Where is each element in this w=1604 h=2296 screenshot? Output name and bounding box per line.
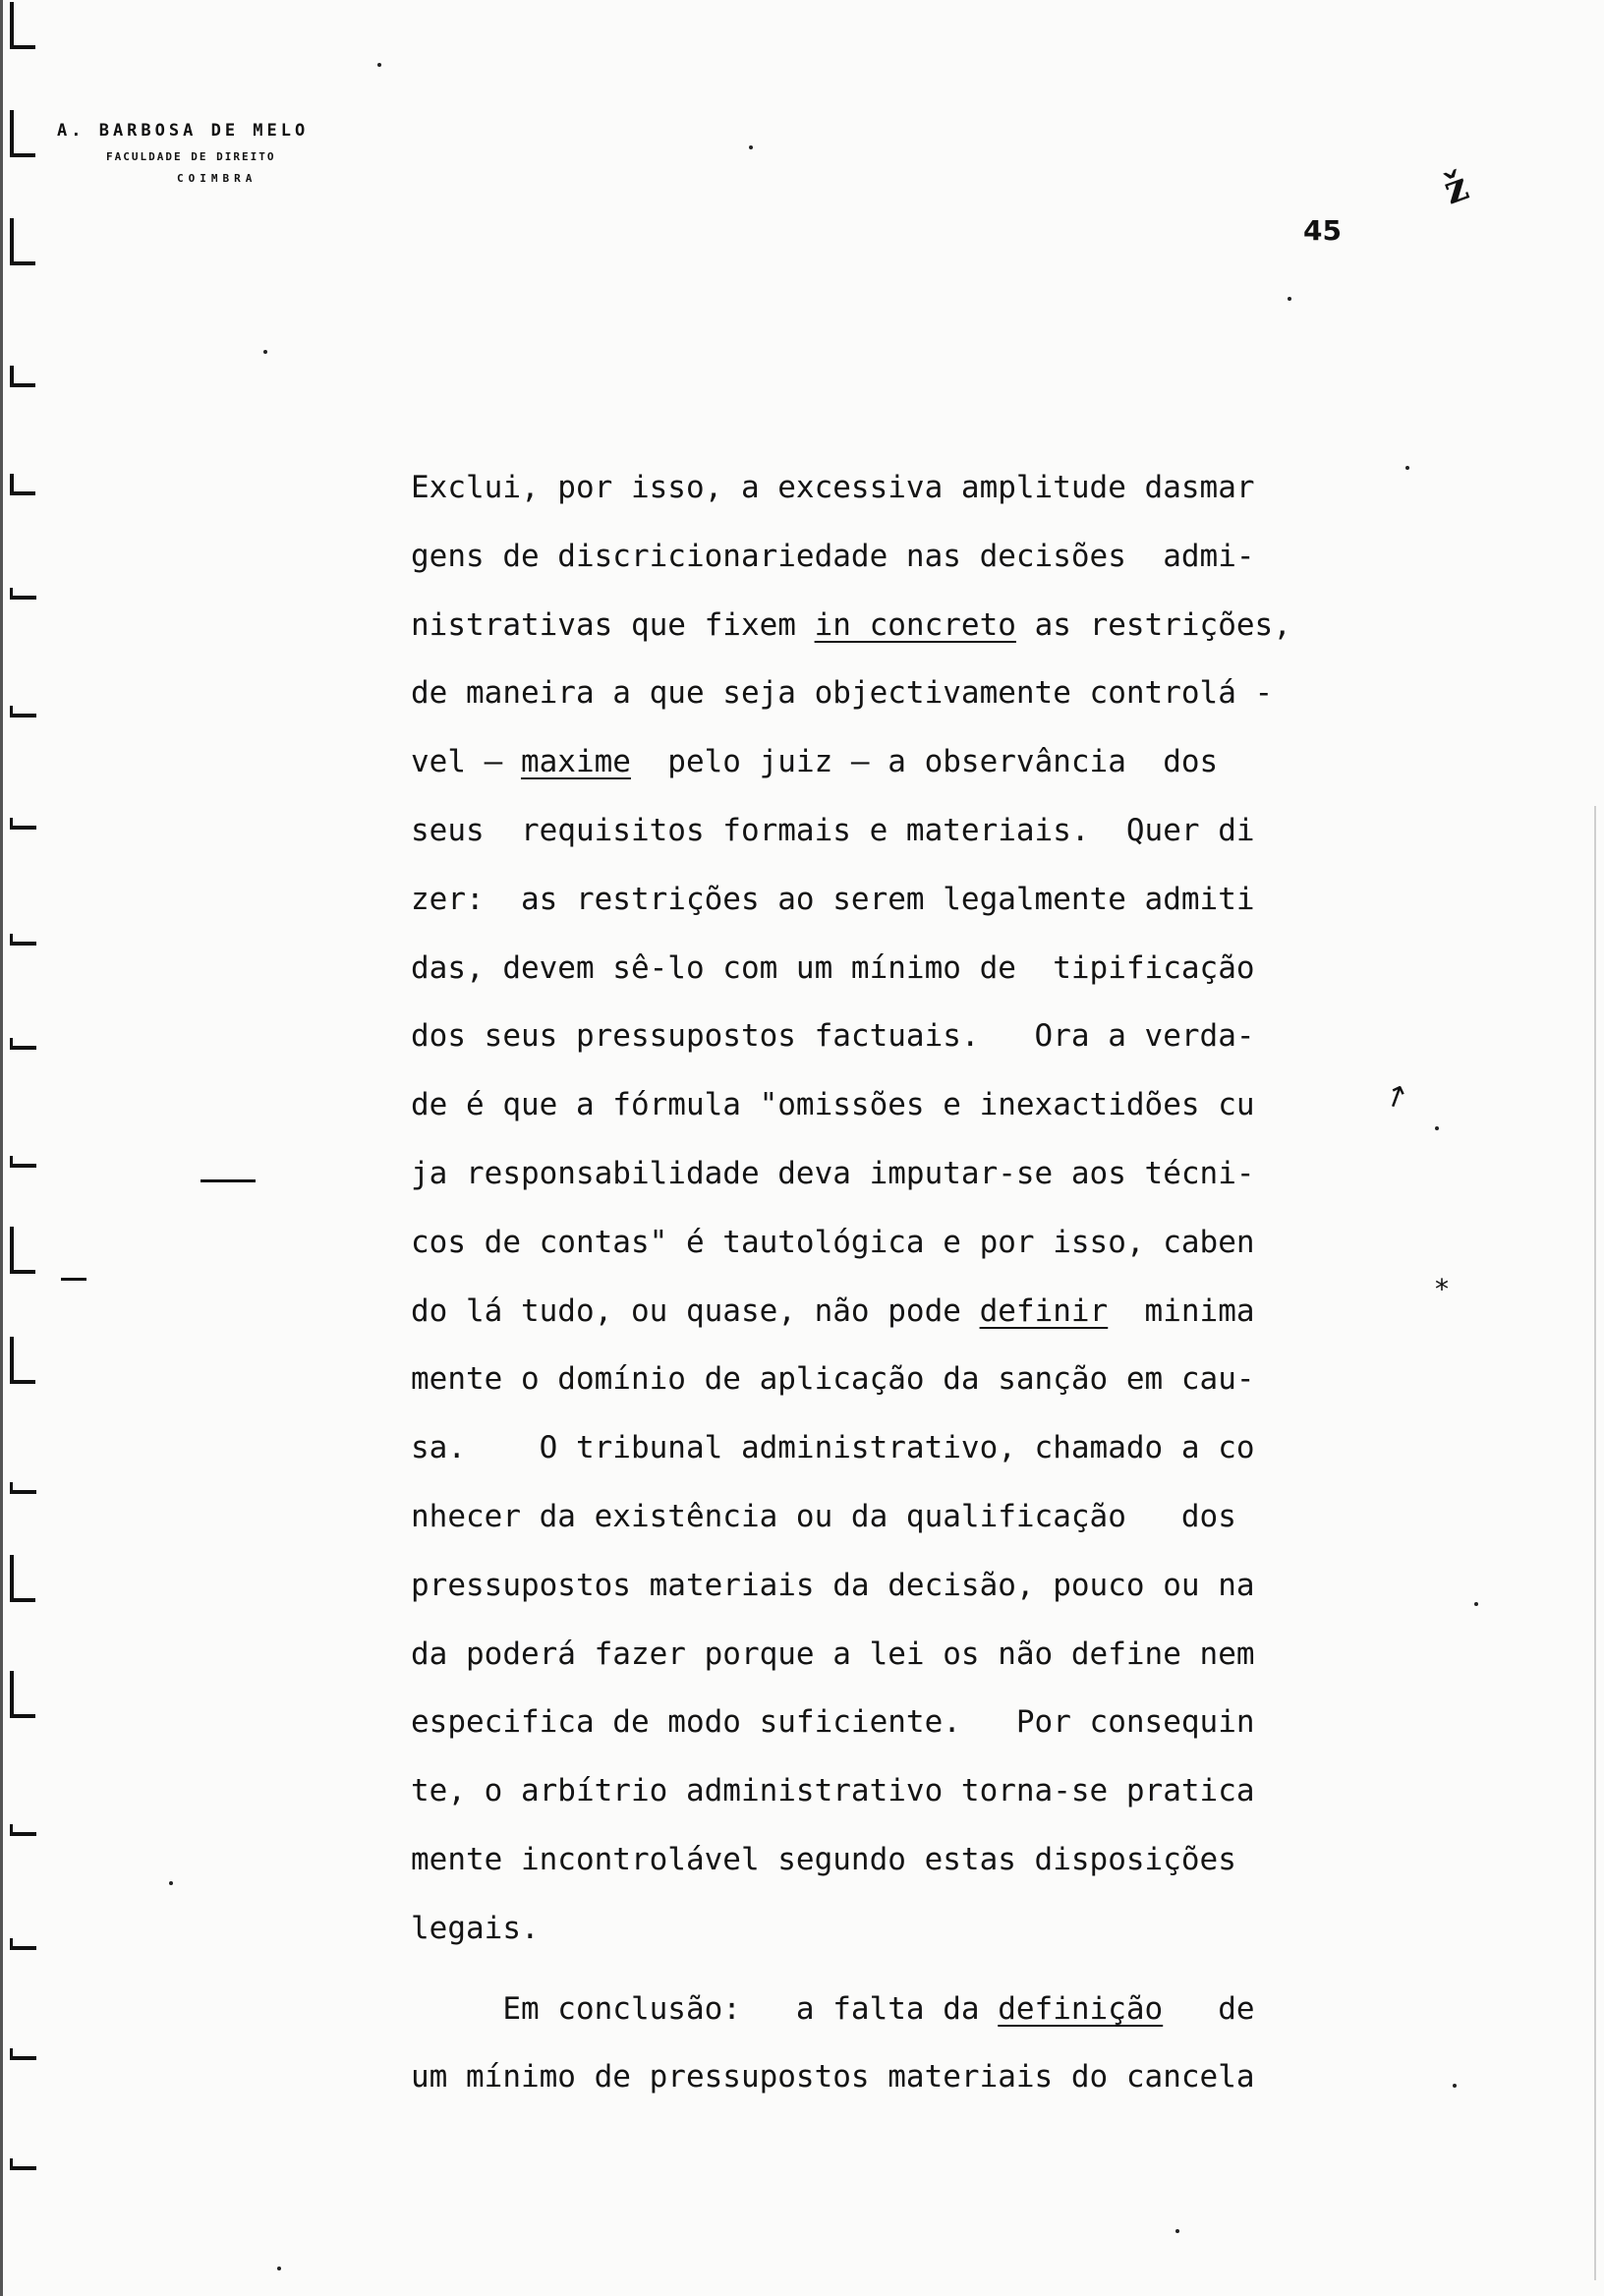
text-segment: nistrativas que fixem — [411, 606, 815, 643]
speck — [1288, 297, 1291, 301]
text-line — [411, 1483, 1394, 1552]
text-segment: as restrições, — [1015, 606, 1291, 643]
binding-bracket — [10, 1555, 35, 1602]
text-segment: gens de discricionariedade nas decisões admi- — [411, 538, 1255, 574]
text-segment: um mínimo de pressupostos materiais do cancela — [411, 2059, 1255, 2095]
text-line — [411, 1278, 1394, 1347]
text-line — [411, 935, 1394, 1004]
underlined-term: in concreto — [814, 606, 1016, 643]
paragraph-break — [411, 1964, 1394, 1976]
text-segment: vel — — [411, 744, 521, 780]
body-text — [411, 454, 1394, 2112]
binding-bracket — [10, 218, 35, 265]
speck — [1405, 466, 1409, 470]
binding-tick — [10, 1824, 36, 1836]
text-segment: mente o domínio de aplicação da sanção em cau- — [411, 1361, 1255, 1398]
speck — [277, 2267, 281, 2270]
text-segment: de é que a fórmula "omissões e inexactidões cu — [411, 1087, 1255, 1123]
speck — [263, 350, 267, 354]
binding-edge — [0, 0, 3, 2296]
binding-tick — [10, 2158, 36, 2170]
text-segment: Em conclusão: a falta da — [411, 1990, 999, 2027]
text-line — [411, 1552, 1394, 1621]
speck — [749, 145, 753, 149]
text-line — [411, 1621, 1394, 1690]
binding-tick — [10, 1038, 36, 1050]
stray-dash — [61, 1278, 86, 1281]
text-segment: te, o arbítrio administrativo torna-se pratica — [411, 1773, 1255, 1809]
binding-bracket — [10, 110, 35, 157]
text-line — [411, 2043, 1394, 2112]
binding-tick — [10, 1938, 36, 1950]
text-segment: das, devem sê-lo com um mínimo de tipificação — [411, 949, 1255, 986]
binding-bracket — [10, 474, 35, 495]
right-edge-shadow — [1594, 806, 1596, 2280]
stray-dash — [200, 1179, 256, 1182]
text-segment: legais. — [411, 1910, 540, 1946]
speck — [1453, 2084, 1457, 2088]
text-segment: da poderá fazer porque a lei os não define nem — [411, 1636, 1255, 1672]
speck — [1474, 1602, 1478, 1606]
text-segment: ja responsabilidade deva imputar-se aos técni- — [411, 1155, 1255, 1191]
binding-tick — [10, 934, 36, 946]
binding-tick — [10, 706, 36, 718]
page-number: 45 — [1303, 214, 1342, 247]
underlined-term: maxime — [520, 744, 631, 780]
text-line — [411, 1757, 1394, 1826]
text-segment: dos seus pressupostos factuais. Ora a verda- — [411, 1018, 1255, 1055]
text-segment: seus requisitos formais e materiais. Quer di — [411, 812, 1255, 848]
text-line — [411, 1140, 1394, 1209]
text-line — [411, 1895, 1394, 1964]
margin-mark-glyph: ž — [1437, 162, 1475, 214]
text-line — [411, 454, 1394, 523]
text-segment: do lá tudo, ou quase, não pode — [411, 1292, 980, 1329]
text-line — [411, 660, 1394, 728]
text-segment: mente incontrolável segundo estas disposições — [411, 1841, 1236, 1877]
text-line — [411, 1976, 1394, 2044]
text-segment: zer: as restrições ao serem legalmente admiti — [411, 881, 1255, 917]
binding-tick — [10, 1156, 36, 1168]
speck — [1435, 1126, 1439, 1130]
text-segment: Exclui, por isso, a excessiva amplitude dasmar — [411, 470, 1255, 505]
binding-tick — [10, 588, 36, 600]
letterhead-city: COIMBRA — [177, 172, 258, 185]
speck — [1175, 2229, 1179, 2233]
underlined-term: definição — [998, 1990, 1164, 2027]
binding-bracket — [10, 1671, 35, 1718]
margin-blot-icon: ⁎ — [1435, 1264, 1449, 1296]
text-line — [411, 728, 1394, 797]
binding-bracket — [10, 366, 35, 387]
text-line — [411, 866, 1394, 935]
letterhead-name: A. BARBOSA DE MELO — [57, 121, 310, 141]
binding-tick — [10, 1482, 36, 1494]
margin-arrow-icon: ↗ — [1377, 1075, 1415, 1118]
text-line — [411, 1346, 1394, 1414]
letterhead-faculty: FACULDADE DE DIREITO — [106, 150, 276, 163]
binding-bracket — [10, 1227, 35, 1274]
binding-tick — [10, 2048, 36, 2060]
speck — [377, 63, 381, 67]
text-segment: de — [1163, 1990, 1255, 2027]
letterhead — [57, 120, 309, 187]
binding-tick — [10, 818, 36, 830]
text-segment: minima — [1108, 1292, 1255, 1329]
text-line — [411, 1209, 1394, 1278]
speck — [169, 1881, 173, 1885]
text-line — [411, 592, 1394, 660]
text-line — [411, 797, 1394, 866]
text-segment: especifica de modo suficiente. Por consequin — [411, 1704, 1255, 1741]
text-segment: cos de contas" é tautológica e por isso, caben — [411, 1224, 1255, 1260]
text-segment: pressupostos materiais da decisão, pouco ou na — [411, 1567, 1255, 1603]
text-line — [411, 523, 1394, 592]
text-line — [411, 1689, 1394, 1757]
binding-bracket — [10, 1337, 35, 1384]
underlined-term: definir — [979, 1292, 1109, 1329]
text-line — [411, 1414, 1394, 1483]
text-line — [411, 1071, 1394, 1140]
text-line — [411, 1003, 1394, 1071]
text-line — [411, 1826, 1394, 1895]
text-segment: pelo juiz — a observância dos — [630, 744, 1219, 780]
text-segment: de maneira a que seja objectivamente controlá - — [411, 675, 1274, 712]
text-segment: sa. O tribunal administrativo, chamado a co — [411, 1430, 1255, 1466]
text-segment: nhecer da existência ou da qualificação dos — [411, 1498, 1236, 1534]
binding-bracket — [10, 2, 35, 49]
